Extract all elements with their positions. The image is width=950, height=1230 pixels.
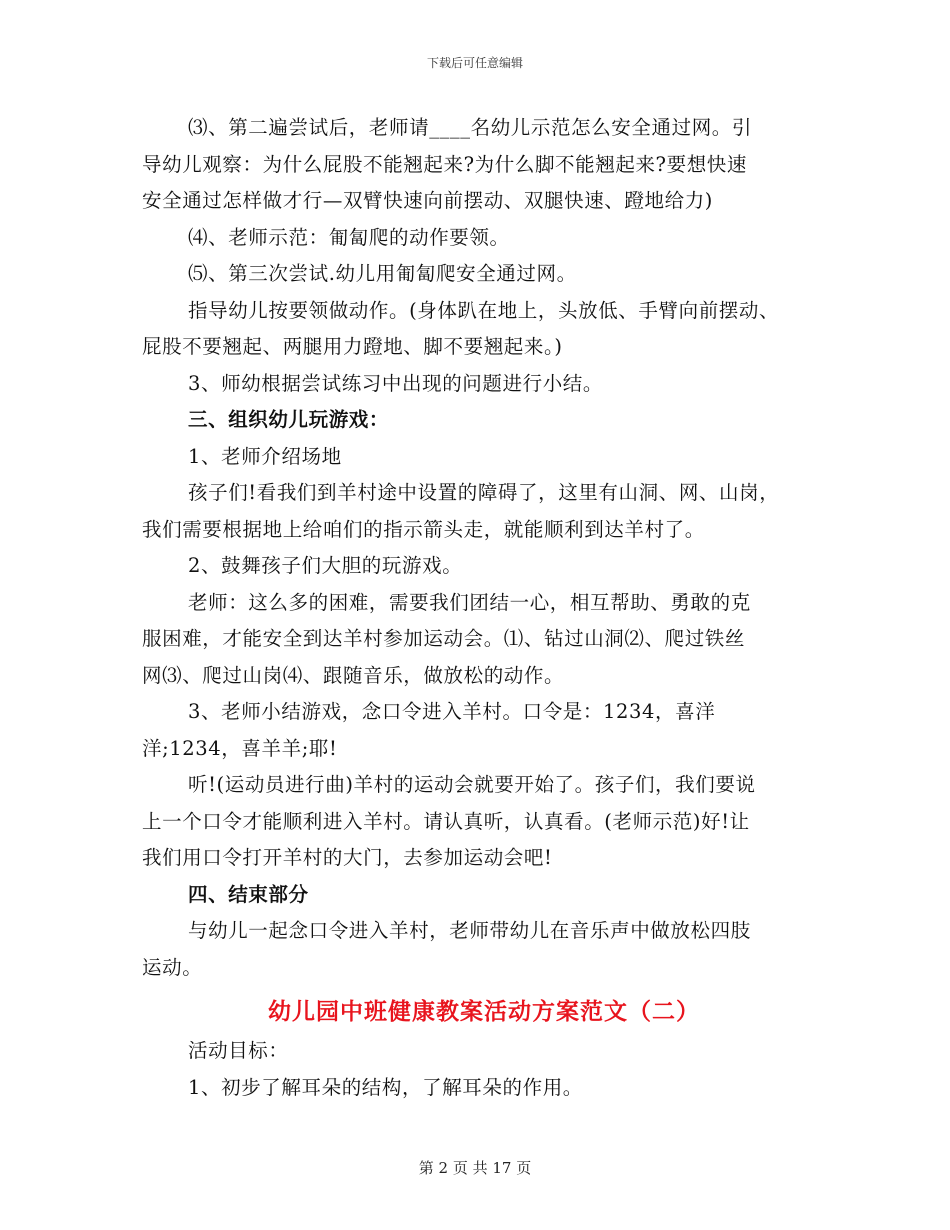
paragraph-line: ⑸、第三次尝试.幼儿用匍匐爬安全通过网。	[188, 262, 577, 285]
document-section-title: 幼儿园中班健康教案活动方案范文（二）	[268, 998, 700, 1025]
document-body	[142, 110, 832, 1106]
page-header-note: 下载后可任意编辑	[426, 56, 523, 70]
paragraph-line: 网⑶、爬过山岗⑷、跟随音乐，做放松的动作。	[142, 663, 565, 687]
paragraph-line: 孩子们!看我们到羊村途中设置的障碍了，这里有山洞、网、山岗，	[188, 481, 780, 504]
paragraph-line: 听!(运动员进行曲)羊村的运动会就要开始了。孩子们，我们要说	[188, 773, 756, 796]
paragraph-line: ⑷、老师示范：匍匐爬的动作要领。	[188, 225, 510, 249]
paragraph-line: 指导幼儿按要领做动作。(身体趴在地上，头放低、手臂向前摆动、	[188, 298, 780, 322]
paragraph-line: 上一个口令才能顺利进入羊村。请认真听，认真看。(老师示范)好!让	[142, 809, 750, 833]
paragraph-line: 2、鼓舞孩子们大胆的玩游戏。	[188, 554, 463, 577]
paragraph-line: 安全通过怎样做才行—双臂快速向前摆动、双腿快速、蹬地给力)	[142, 189, 714, 212]
paragraph-line: 1、初步了解耳朵的结构，了解耳朵的作用。	[188, 1075, 583, 1099]
paragraph-line: 洋;1234，喜羊羊;耶!	[142, 736, 338, 760]
paragraph-line: 屁股不要翘起、两腿用力蹬地、脚不要翘起来。)	[142, 335, 563, 358]
paragraph-line: 老师：这么多的困难，需要我们团结一心，相互帮助、勇敢的克	[188, 590, 751, 614]
paragraph-line: ⑶、第二遍尝试后，老师请____名幼儿示范怎么安全通过网。引	[188, 116, 753, 139]
paragraph-line: 服困难，才能安全到达羊村参加运动会。⑴、钻过山洞⑵、爬过铁丝	[142, 627, 746, 650]
paragraph-line: 我们需要根据地上给咱们的指示箭头走，就能顺利到达羊村了。	[142, 517, 705, 541]
page-number-footer: 第 2 页 共 17 页	[418, 1159, 532, 1177]
paragraph-line: 3、老师小结游戏，念口令进入羊村。口令是：1234，喜洋	[188, 700, 716, 723]
section-heading: 四、结束部分	[188, 882, 309, 906]
paragraph-line: 1、老师介绍场地	[188, 444, 342, 468]
paragraph-line: 我们用口令打开羊村的大门，去参加运动会吧!	[142, 846, 553, 869]
paragraph-line: 运动。	[142, 955, 203, 979]
paragraph-line: 活动目标：	[188, 1039, 289, 1062]
paragraph-line: 导幼儿观察：为什么屁股不能翘起来?为什么脚不能翘起来?要想快速	[142, 152, 748, 176]
section-heading: 三、组织幼儿玩游戏：	[188, 408, 390, 431]
paragraph-line: 3、师幼根据尝试练习中出现的问题进行小结。	[188, 371, 604, 395]
paragraph-line: 与幼儿一起念口令进入羊村，老师带幼儿在音乐声中做放松四肢	[188, 919, 751, 942]
